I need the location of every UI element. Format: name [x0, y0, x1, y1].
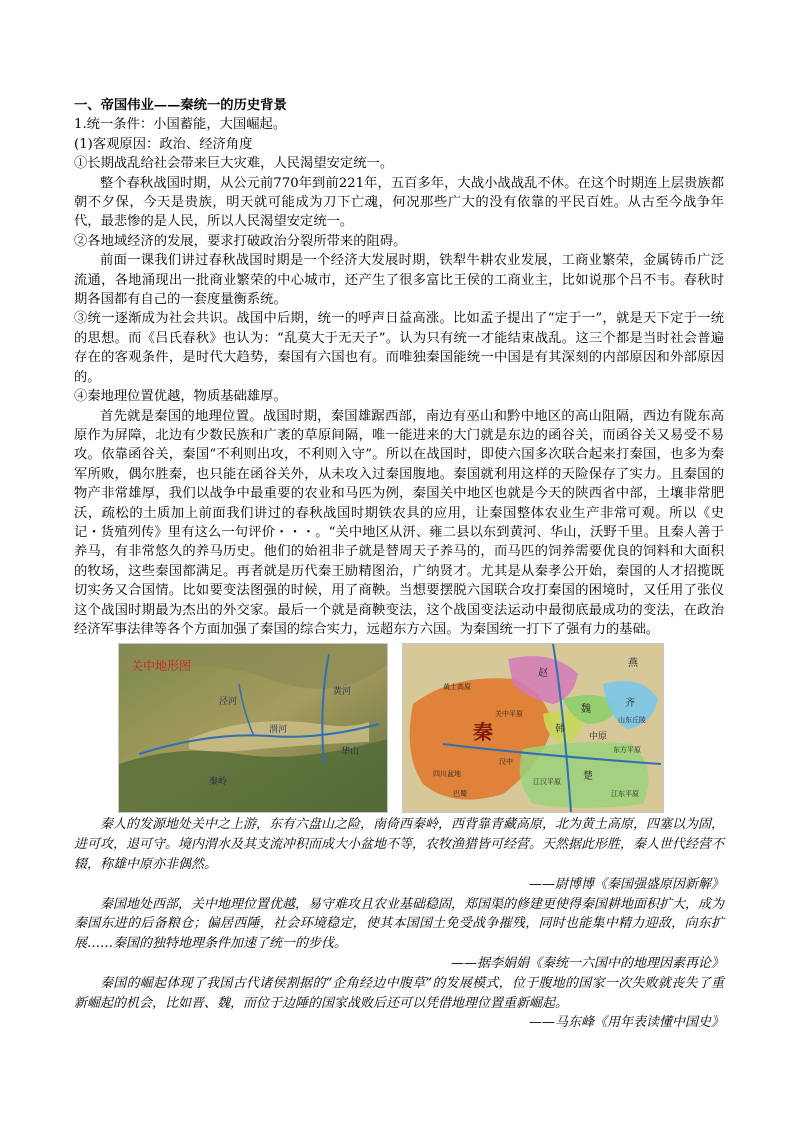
subheading-unity-conditions: 1.统一条件：小国蓄能，大国崛起。 — [74, 117, 287, 133]
quote-2: 秦国地处西部，关中地理位置优越，易守难攻且农业基础稳固，郑国渠的修建更使得秦国耕地面积扩大，成为秦国东进的后备粮仓；偏居西陲，社会环境稳定，使其本国国土免受战争摧残，同时也能集中精力迎敌，向东扩展……秦国的独特地理条件加速了统一的步伐。 — [74, 896, 725, 952]
map2-label: 赵 — [538, 668, 548, 680]
map2-label: 江汉平原 — [533, 778, 561, 787]
section-heading: 一、帝国伟业——秦统一的历史背景 — [74, 98, 287, 113]
map2-label: 中原 — [589, 732, 608, 743]
map1-label: 泾河 — [219, 697, 238, 708]
map2-label: 东方平原 — [613, 746, 641, 755]
map2-label: 齐 — [625, 698, 635, 710]
point-4-title: ④秦地理位置优越，物质基础雄厚。 — [74, 389, 287, 405]
map-figures — [74, 643, 724, 813]
map2-label-qin: 秦 — [473, 720, 493, 745]
quote-1-source: ——尉博博《秦国强盛原因新解》 — [528, 876, 724, 892]
guanzhong-terrain-map — [118, 643, 388, 813]
map2-label: 燕 — [628, 658, 638, 670]
map2-label: 山东丘陵 — [618, 716, 646, 725]
map2-label: 黄土高原 — [443, 683, 471, 692]
map1-label: 华山 — [341, 747, 360, 758]
subheading-objective-reasons: (1)客观原因：政治、经济角度 — [74, 136, 253, 152]
map2-label: 楚 — [583, 771, 593, 783]
point-3: ③统一逐渐成为社会共识。战国中后期，统一的呼声日益高涨。比如孟子提出了“定于一”，就是天下定于一统的思想。而《吕氏春秋》也认为：“乱莫大于无天子”。认为只有统一才能结束战乱。这三个都是当时社会普遍存在的客观条件，是时代大趋势，秦国有六国也有。而唯独秦国能统一中国是有其深刻的内部原因和外部原因的。 — [74, 311, 724, 385]
warring-states-map — [402, 643, 664, 813]
map1-label: 渭河 — [269, 725, 288, 736]
map2-label: 韩 — [555, 724, 565, 736]
map1-title: 关中地形图 — [131, 659, 192, 674]
map2-label: 关中平原 — [495, 710, 523, 719]
point-1-title: ①长期战乱给社会带来巨大灾难，人民渴望安定统一。 — [74, 156, 394, 172]
map2-label: 四川盆地 — [433, 770, 461, 779]
map1-label: 黄河 — [333, 687, 352, 698]
point-2-title: ②各地域经济的发展，要求打破政治分裂所带来的阻碍。 — [74, 233, 407, 249]
quote-2-source: ——据李娟娟《秦统一六国中的地理因素再论》 — [450, 955, 724, 971]
point-1-body: 整个春秋战国时期，从公元前770年到前221年，五百多年，大战小战战乱不休。在这个时期连上层贵族都朝不夕保，今天是贵族，明天就可能成为刀下亡魂，何况那些广大的没有依靠的平民百姓。从古至今战争年代，最悲惨的是人民，所以人民渴望安定统一。 — [74, 175, 724, 230]
point-2-body: 前面一课我们讲过春秋战国时期是一个经济大发展时期，铁犁牛耕农业发展，工商业繁荣，金属铸币广泛流通，各地涌现出一批商业繁荣的中心城市，还产生了很多富比王侯的工商业主，比如说那个吕不韦。春秋时期各国都有自己的一套度量衡系统。 — [74, 253, 724, 308]
point-4-body: 首先就是秦国的地理位置。战国时期，秦国雄踞西部，南边有巫山和黔中地区的高山阻隔，西边有陇东高原作为屏障，北边有少数民族和广袤的草原间隔，唯一能进来的大门就是东边的函谷关，而函谷关又易受不易攻。依靠函谷关，秦国“不利则出攻，不利则入守”。所以在战国时，即使六国多次联合起来打秦国，也多为秦军所败，偶尔胜秦，也只能在函谷关外，从未攻入过秦国腹地。秦国就利用这样的天险保存了实力。且秦国的物产非常雄厚，我们以战争中最重要的农业和马匹为例，秦国关中地区也就是今天的陕西省中部，土壤非常肥沃，疏松的土质加上前面我们讲过的春秋战国时期铁农具的应用，让秦国整体农业生产非常可观。所以《史记・货殖列传》里有这么一句评价・・・。“关中地区从汧、雍二县以东到黄河、华山，沃野千里。且秦人善于养马，有非常悠久的养马历史。他们的始祖非子就是替周天子养马的，而马匹的饲养需要优良的饲料和大面积的牧场，这些秦国都满足。再者就是历代秦王励精图治，广纳贤才。尤其是从秦孝公开始，秦国的人才招揽既切实务又合国情。比如要变法图强的时候，用了商鞅。当想要摆脱六国联合攻打秦国的困境时，又任用了张仪这个战国时期最为杰出的外交家。最后一个就是商鞅变法，这个战国变法运动中最彻底最成功的变法，在政治经济军事法律等各个方面加强了秦国的综合实力，远超东方六国。为秦国统一打下了强有力的基础。 — [74, 408, 724, 637]
map2-label: 汉中 — [499, 758, 513, 767]
quote-3-source: ——马东峰《用年表读懂中国史》 — [528, 1015, 724, 1031]
map2-label: 巴蜀 — [453, 790, 467, 799]
map2-label: 江东平原 — [611, 790, 639, 799]
document-page — [74, 96, 724, 1033]
map1-label: 秦岭 — [209, 777, 228, 788]
map2-label: 魏 — [581, 704, 591, 716]
quote-3: 秦国的崛起体现了我国古代诸侯割据的“企角经边中腹草”的发展模式，位于腹地的国家一次失败就丧失了重新崛起的机会，比如晋、魏，而位于边陲的国家战败后还可以凭借地理位置重新崛起。 — [74, 975, 724, 1011]
quote-1: 秦人的发源地处关中之上游，东有六盘山之险，南倚西秦岭，西背靠青藏高原，北为黄土高原，四塞以为固，进可攻，退可守。境内渭水及其支流冲积而成大小盆地不等，农牧渔猎皆可经营。天然据此形胜，秦人世代经营不辍，称雄中原亦非偶然。 — [74, 817, 725, 872]
